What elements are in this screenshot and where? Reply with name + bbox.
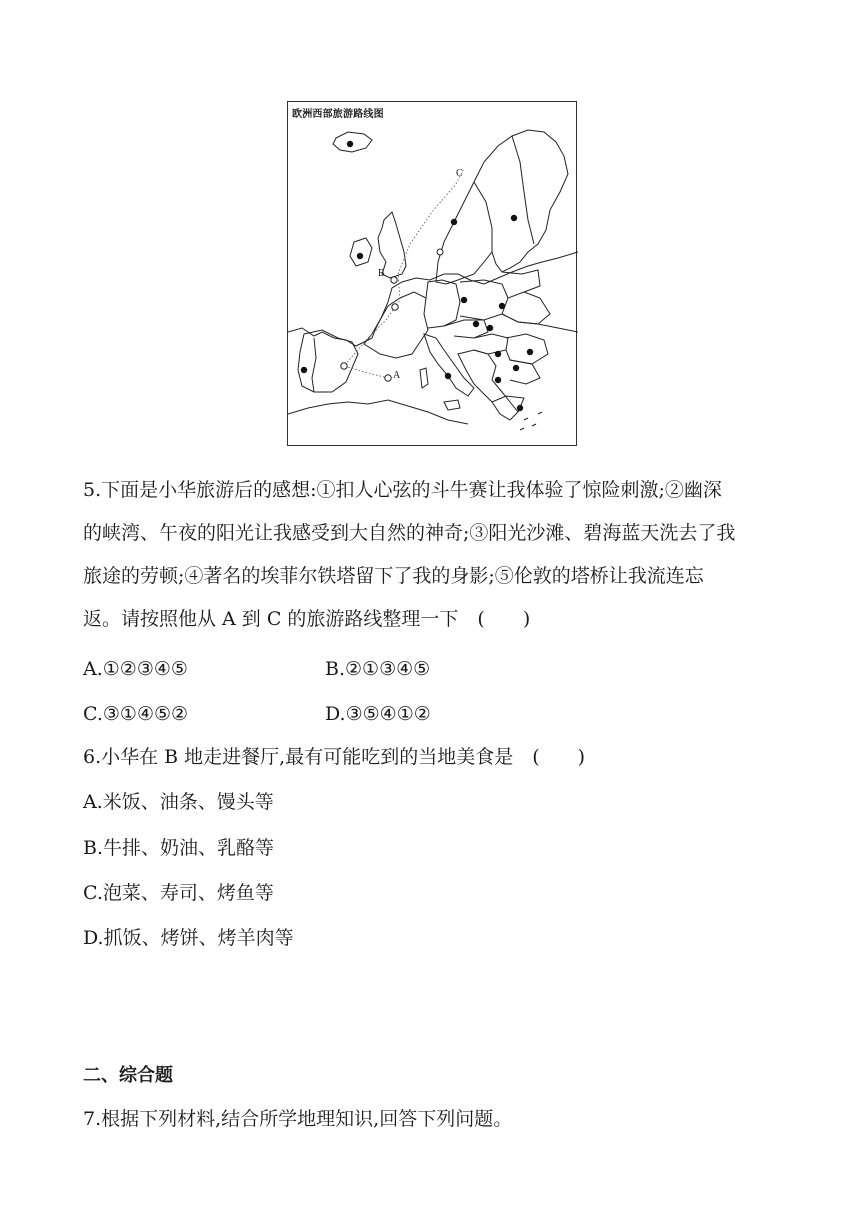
- route-point-a: [385, 375, 391, 381]
- q5-stem-line-4: 返。请按照他从 A 到 C 的旅游路线整理一下 ( ): [83, 608, 531, 630]
- capital-dot-bucharest: [527, 349, 533, 355]
- aegean-islands: [520, 412, 542, 430]
- capital-dot-reykjavik: [347, 141, 353, 147]
- sicily-outline: [444, 400, 460, 410]
- capital-dot-helsinki: [511, 215, 517, 221]
- map-title: 欧洲西部旅游路线图: [292, 109, 384, 120]
- iceland-outline: [333, 132, 372, 152]
- map-label-b: B: [378, 268, 385, 279]
- iberia-outline: [298, 330, 358, 392]
- q5-stem-line-3: 旅途的劳顿;④著名的埃菲尔铁塔留下了我的身影;⑤伦敦的塔桥让我流连忘: [83, 565, 704, 587]
- continent-coast: [288, 252, 578, 346]
- capital-dot-sofia: [513, 365, 519, 371]
- capital-dot-budapest: [487, 325, 493, 331]
- capital-dot-tirana: [495, 377, 501, 383]
- capital-dot-vienna: [473, 321, 479, 327]
- q5-option-c: C.③①④⑤②: [83, 703, 189, 725]
- capital-dot-athens: [517, 405, 523, 411]
- map-label-a: A: [393, 370, 401, 381]
- capital-dot-berlin: [461, 297, 467, 303]
- capital-dot-rome: [445, 373, 451, 379]
- q6-option-c: C.泡菜、寿司、烤鱼等: [83, 882, 274, 904]
- ireland-outline: [350, 238, 372, 266]
- europe-map-drawing: [288, 102, 578, 447]
- europe-map-figure: [287, 101, 577, 446]
- capital-dot-dublin: [357, 253, 363, 259]
- capital-dot-belgrade: [495, 351, 501, 357]
- q6-stem: 6.小华在 B 地走进餐厅,最有可能吃到的当地美食是 ( ): [83, 746, 586, 768]
- q6-option-a: A.米饭、油条、馒头等: [83, 791, 274, 813]
- poland-border: [460, 280, 508, 320]
- q5-option-a: A.①②③④⑤: [83, 658, 188, 680]
- sweden-norway-border: [474, 182, 492, 252]
- bulgaria-border: [510, 360, 540, 384]
- section-heading: 二、综合题: [83, 1065, 173, 1086]
- capital-dot-warsaw: [499, 303, 505, 309]
- q6-option-d: D.抓饭、烤饼、烤羊肉等: [83, 927, 294, 949]
- capital-dot-oslo: [451, 219, 457, 225]
- route-a-to-c: [344, 168, 464, 378]
- q5-option-d: D.③⑤④①②: [325, 703, 431, 725]
- q5-stem-line-2: 的峡湾、午夜的阳光让我感受到大自然的神奇;③阳光沙滩、碧海蓝天洗去了我: [83, 522, 736, 544]
- route-point-paris: [392, 304, 398, 310]
- capital-dot-lisbon: [301, 367, 307, 373]
- balkans-border: [458, 350, 518, 420]
- belarus-border: [502, 292, 550, 324]
- finland-border: [512, 136, 534, 244]
- q7-stem: 7.根据下列材料,结合所学地理知识,回答下列问题。: [83, 1108, 513, 1130]
- ukraine-border: [502, 314, 578, 332]
- romania-border: [506, 334, 548, 364]
- africa-coast: [288, 400, 468, 424]
- route-point-spain: [341, 363, 347, 369]
- route-point-north: [437, 249, 443, 255]
- q6-option-b: B.牛排、奶油、乳酪等: [83, 837, 275, 859]
- germany-border: [426, 280, 460, 328]
- france-outline: [364, 292, 428, 358]
- map-label-c: C: [456, 168, 463, 179]
- italy-outline: [424, 334, 474, 396]
- portugal-border: [312, 338, 316, 392]
- q5-stem-line-1: 5.下面是小华旅游后的感想:①扣人心弦的斗牛赛让我体验了惊险刺激;②幽深: [83, 479, 722, 501]
- route-point-b: [391, 277, 397, 283]
- sardinia-outline: [420, 368, 428, 388]
- q5-option-b: B.②①③④⑤: [325, 658, 431, 680]
